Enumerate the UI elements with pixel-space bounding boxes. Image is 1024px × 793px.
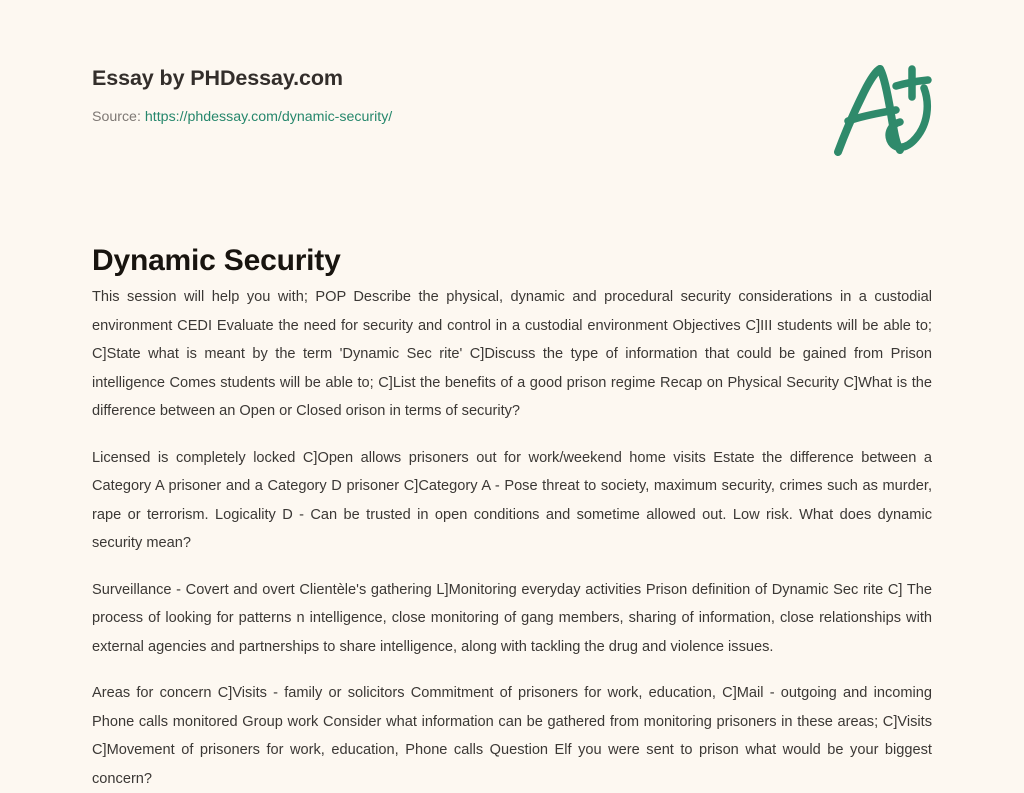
brand-byline: Essay by PHDessay.com — [92, 66, 343, 90]
source-url-link[interactable]: https://phdessay.com/dynamic-security/ — [144, 108, 393, 125]
document-body — [92, 283, 932, 793]
document-header — [92, 66, 932, 176]
body-paragraph: Licensed is completely locked C]Open allows prisoners out for work/weekend home visits Estate the difference between a Category A prisoner and a Category D prisoner C]Category A - Pose threat to society, maximum security, crimes such as murder, rape or terrorism. Logicality D - Can be trusted in open conditions and sometime allowed out. Low risk. What does dynamic security mean? — [92, 449, 932, 551]
a-plus-logo-svg — [820, 52, 948, 164]
body-paragraph: Areas for concern C]Visits - family or solicitors Commitment of prisoners for work, education, C]Mail - outgoing and incoming Phone calls monitored Group work Consider what information can be gathered from monitoring prisoners in these areas; C]Visits C]Movement of prisoners for work, education, Phone calls Question Elf you were sent to prison what would be your biggest concern? — [92, 685, 932, 787]
a-plus-logo-icon — [820, 52, 948, 164]
source-line — [92, 108, 932, 126]
body-paragraph: Surveillance - Covert and overt Clientèle's gathering L]Monitoring everyday activities Prison definition of Dynamic Sec rite C] The process of looking for patterns n intelligence, close monitoring of gang members, sharing of information, close relationships with external agencies and partnerships to share intelligence, along with tackling the drug and violence issues. — [92, 581, 932, 655]
source-label: Source: — [92, 108, 141, 125]
page-title: Dynamic Security — [92, 244, 341, 278]
body-paragraph: This session will help you with; POP Describe the physical, dynamic and procedural security considerations in a custodial environment CEDI Evaluate the need for security and control in a custodial environment Objectives C]III students will be able to; C]State what is meant by the term 'Dynamic Sec rite' C]Discuss the type of information that could be gained from Prison intelligence Comes students will be able to; C]List the benefits of a good prison regime Recap on Physical Security C]What is the difference between an Open or Closed orison in terms of security? — [92, 289, 932, 419]
